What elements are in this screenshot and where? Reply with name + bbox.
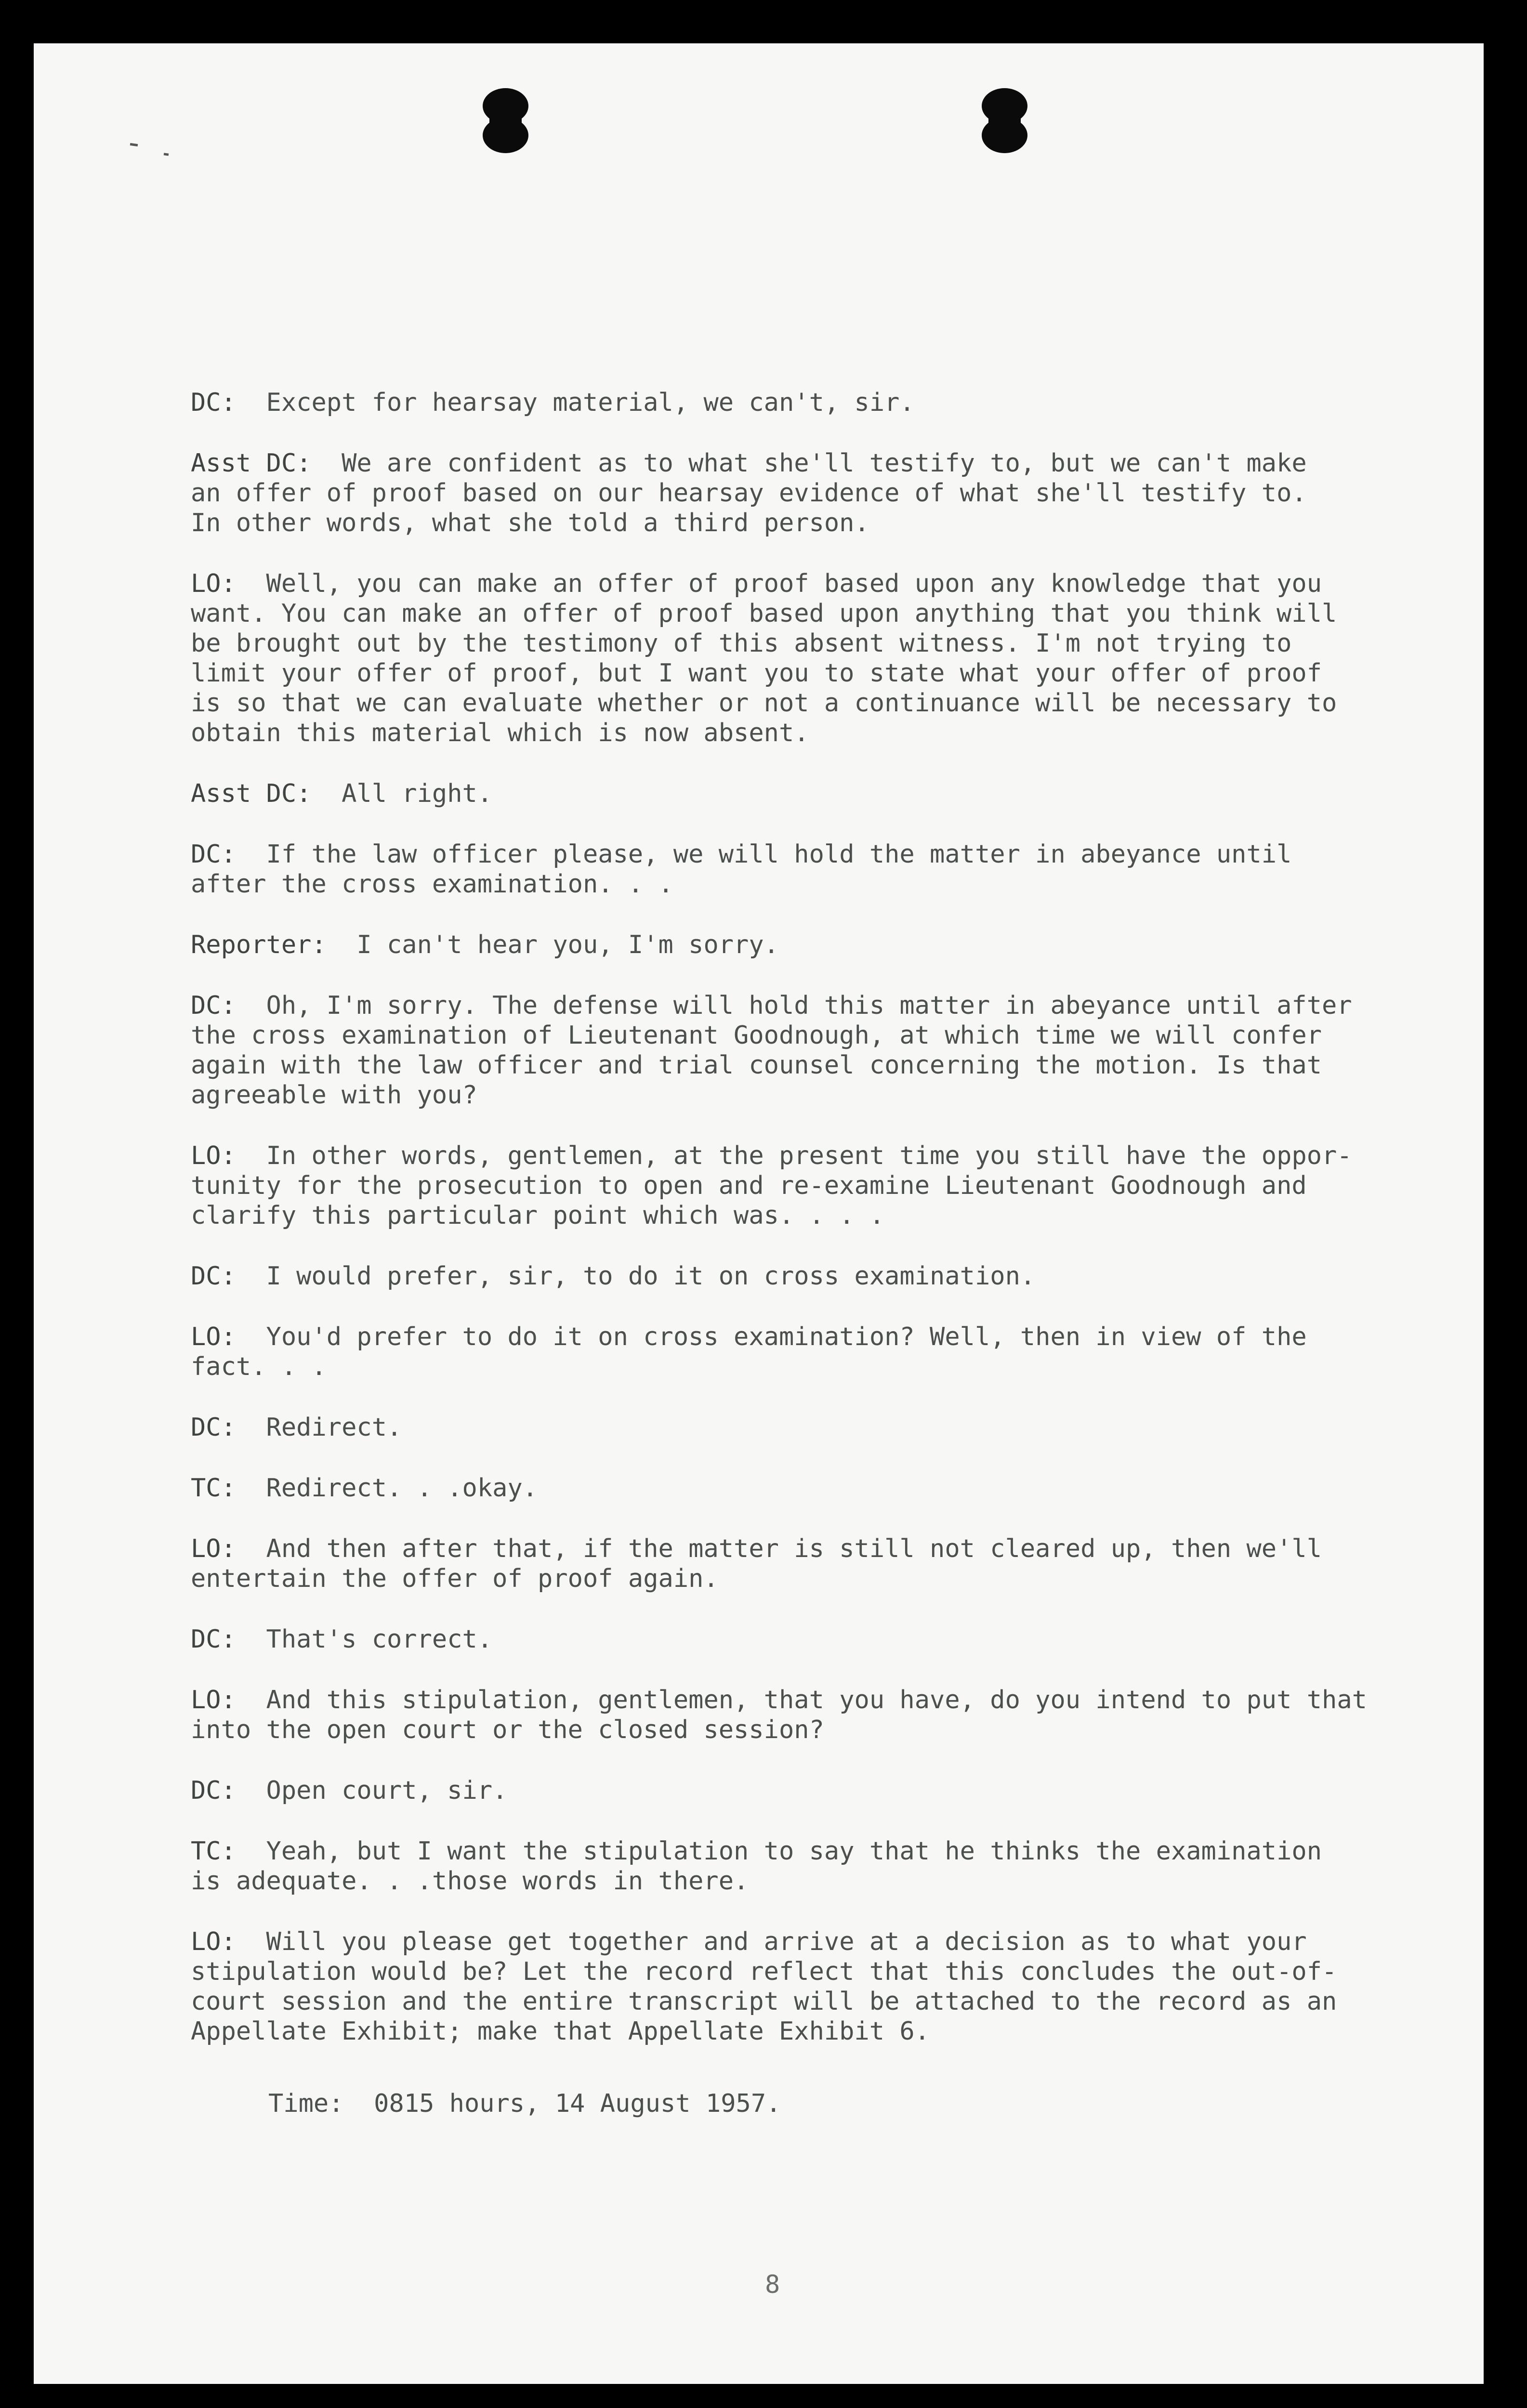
- speaker-label: DC:: [191, 1413, 236, 1442]
- transcript-entry: [191, 930, 1376, 960]
- entry-text: Open court, sir.: [266, 1776, 508, 1805]
- speaker-label: Reporter:: [191, 930, 327, 959]
- transcript-entry: [191, 1473, 1376, 1503]
- entry-text: In other words, gentlemen, at the present time you still have the oppor- tunity for the prosecution to open and re-examine Lieutenant Goodnough and clarify this particular point which was. . . .: [191, 1141, 1352, 1230]
- entry-text: Redirect. . .okay.: [266, 1474, 538, 1503]
- transcript-entry: [191, 1836, 1376, 1896]
- speaker-label: TC:: [191, 1474, 236, 1503]
- speaker-label: Asst DC:: [191, 449, 312, 478]
- punch-hole: [483, 88, 528, 153]
- transcript-entry: [191, 388, 1376, 418]
- transcript-entry: [191, 1141, 1376, 1230]
- speaker-label: DC:: [191, 1776, 236, 1805]
- page-mark: [164, 153, 169, 156]
- speaker-label: LO:: [191, 1927, 236, 1956]
- entry-text: All right.: [342, 779, 493, 808]
- entry-text: Well, you can make an offer of proof based upon any knowledge that you want. You can make an offer of proof based upon anything that you think will be brought out by the testimony of this absent witness. I'm not trying to limit your offer of proof, but I want you to state what your offer of proof is so that we can evaluate whether or not a continuance will be necessary to obtain this material which is now absent.: [191, 569, 1337, 747]
- entry-text: And then after that, if the matter is still not cleared up, then we'll entertain the offer of proof again.: [191, 1534, 1322, 1593]
- entry-text: I can't hear you, I'm sorry.: [356, 930, 779, 959]
- speaker-label: LO:: [191, 1534, 236, 1563]
- page-number: 8: [765, 2270, 780, 2299]
- transcript-entry: [191, 1413, 1376, 1442]
- transcript-entry: [191, 1685, 1376, 1745]
- entry-text: Will you please get together and arrive at a decision as to what your stipulation would be? Let the record reflect that this concludes the out-of- court session and the entire transcript will be attached to the record as an Appellate Exhibit; make that Appellate Exhibit 6.: [191, 1927, 1337, 2046]
- entry-text: Oh, I'm sorry. The defense will hold this matter in abeyance until after the cross examination of Lieutenant Goodnough, at which time we will confer again with the law officer and trial counsel concerning the motion. Is that agreeable with you?: [191, 991, 1352, 1110]
- transcript-entry: [191, 779, 1376, 809]
- transcript-entry: [191, 1534, 1376, 1594]
- transcript-entry: [191, 991, 1376, 1110]
- entry-text: We are confident as to what she'll testify to, but we can't make an offer of proof based on our hearsay evidence of what she'll testify to. In other words, what she told a third person.: [191, 449, 1307, 537]
- entry-text: Except for hearsay material, we can't, sir.: [266, 388, 915, 417]
- transcript-entry: [191, 1261, 1376, 1291]
- speaker-label: LO:: [191, 569, 236, 598]
- transcript-body: [191, 388, 1376, 2077]
- speaker-label: TC:: [191, 1837, 236, 1866]
- entry-text: I would prefer, sir, to do it on cross examination.: [266, 1262, 1036, 1291]
- speaker-label: DC:: [191, 388, 236, 417]
- transcript-entry: [191, 448, 1376, 538]
- speaker-label: DC:: [191, 1262, 236, 1291]
- speaker-label: LO:: [191, 1322, 236, 1351]
- transcript-entry: [191, 839, 1376, 899]
- page-mark: [130, 143, 138, 146]
- speaker-label: LO:: [191, 1686, 236, 1714]
- entry-text: Redirect.: [266, 1413, 402, 1442]
- entry-text: If the law officer please, we will hold the matter in abeyance until after the cross examination. . .: [191, 840, 1292, 899]
- speaker-label: LO:: [191, 1141, 236, 1170]
- transcript-entry: [191, 1927, 1376, 2046]
- session-time: Time: 0815 hours, 14 August 1957.: [268, 2089, 781, 2118]
- speaker-label: Asst DC:: [191, 779, 312, 808]
- entry-text: Yeah, but I want the stipulation to say that he thinks the examination is adequate. . .those words in there.: [191, 1837, 1322, 1896]
- transcript-entry: [191, 1624, 1376, 1654]
- transcript-entry: [191, 1776, 1376, 1806]
- entry-text: You'd prefer to do it on cross examination? Well, then in view of the fact. . .: [191, 1322, 1307, 1381]
- entry-text: And this stipulation, gentlemen, that you have, do you intend to put that into the open court or the closed session?: [191, 1686, 1367, 1744]
- punch-hole: [982, 88, 1027, 153]
- transcript-entry: [191, 1322, 1376, 1382]
- speaker-label: DC:: [191, 991, 236, 1020]
- speaker-label: DC:: [191, 840, 236, 869]
- speaker-label: DC:: [191, 1625, 236, 1654]
- transcript-entry: [191, 569, 1376, 748]
- entry-text: That's correct.: [266, 1625, 493, 1654]
